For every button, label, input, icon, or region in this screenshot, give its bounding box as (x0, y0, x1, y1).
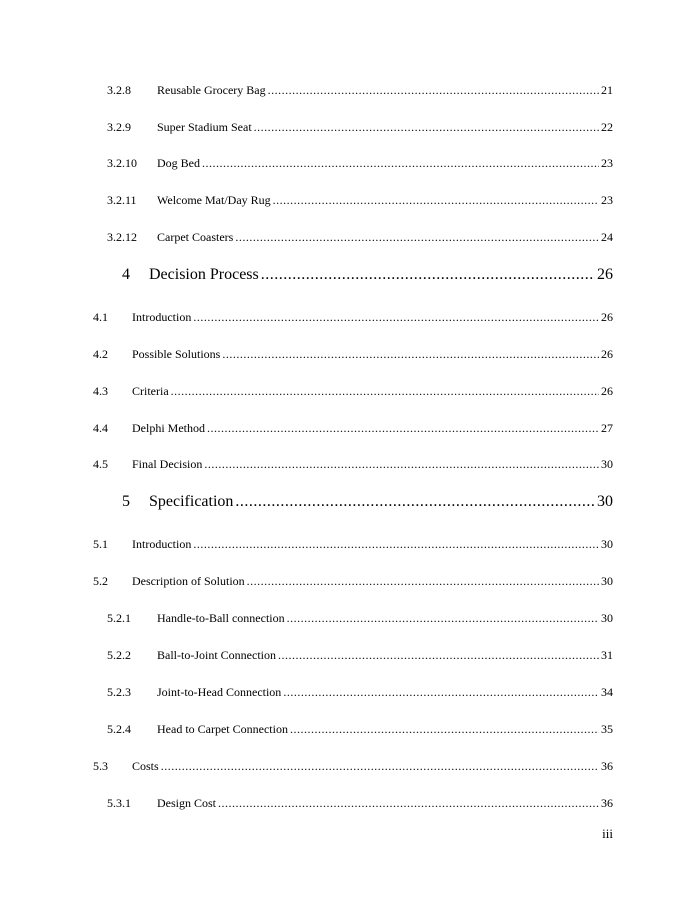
toc-entry-number: 4.1 (93, 310, 108, 324)
toc-entry-title: Super Stadium Seat (157, 120, 252, 134)
toc-entry-3-2-12[interactable] (107, 230, 613, 245)
toc-entry-number: 5.1 (93, 537, 108, 551)
toc-entry-number: 5.2 (93, 574, 108, 588)
toc-entry-page: 36 (601, 796, 613, 810)
toc-entry-number: 4.2 (93, 347, 108, 361)
toc-entry-page: 27 (601, 421, 613, 435)
toc-entry-title: Introduction (132, 310, 192, 324)
toc-entry-5-1[interactable] (93, 537, 613, 552)
toc-entry-title: Welcome Mat/Day Rug (157, 193, 271, 207)
toc-entry-5-3-1[interactable] (107, 796, 613, 811)
toc-entry-4-1[interactable] (93, 310, 613, 325)
toc-entry-page: 30 (601, 537, 613, 551)
toc-entry-number: 5.2.1 (107, 611, 131, 625)
toc-entry-title: Final Decision (132, 457, 203, 471)
toc-entry-number: 4.3 (93, 384, 108, 398)
toc-entry-title: Design Cost (157, 796, 217, 810)
toc-entry-title: Handle-to-Ball connection (157, 611, 285, 625)
toc-entry-number: 3.2.10 (107, 156, 137, 170)
toc-entry-5-2-1[interactable] (107, 611, 613, 626)
toc-entry-3-2-11[interactable] (107, 193, 613, 208)
toc-leader-dots (204, 457, 599, 472)
toc-entry-page: 30 (597, 493, 613, 510)
toc-chapter-4[interactable] (122, 266, 613, 284)
toc-entry-number: 3.2.8 (107, 83, 131, 97)
toc-entry-number: 5.3.1 (107, 796, 131, 810)
toc-entry-page: 30 (601, 457, 613, 471)
toc-entry-page: 21 (601, 83, 613, 97)
toc-entry-number: 3.2.9 (107, 120, 131, 134)
toc-entry-number: 3.2.12 (107, 230, 137, 244)
toc-entry-3-2-10[interactable] (107, 156, 613, 171)
toc-entry-page: 26 (601, 347, 613, 361)
toc-leader-dots (207, 421, 599, 436)
toc-leader-dots (193, 537, 599, 552)
toc-entry-number: 4.4 (93, 421, 108, 435)
toc-entry-title: Reusable Grocery Bag (157, 83, 266, 97)
toc-entry-5-2-2[interactable] (107, 648, 613, 663)
toc-entry-number: 5.2.3 (107, 685, 131, 699)
toc-entry-4-5[interactable] (93, 457, 613, 472)
toc-entry-3-2-9[interactable] (107, 120, 613, 135)
toc-entry-title: Possible Solutions (132, 347, 221, 361)
toc-entry-3-2-8[interactable] (107, 83, 613, 98)
toc-leader-dots (235, 493, 595, 511)
page-number: iii (602, 826, 613, 841)
toc-entry-title: Carpet Coasters (157, 230, 234, 244)
toc-entry-page: 31 (601, 648, 613, 662)
toc-leader-dots (247, 574, 599, 589)
toc-entry-5-3[interactable] (93, 759, 613, 774)
toc-leader-dots (222, 347, 599, 362)
toc-entry-4-2[interactable] (93, 347, 613, 362)
toc-entry-title: Introduction (132, 537, 192, 551)
toc-entry-page: 30 (601, 611, 613, 625)
toc-leader-dots (268, 83, 599, 98)
toc-entry-number: 3.2.11 (107, 193, 137, 207)
toc-leader-dots (254, 120, 599, 135)
toc-entry-page: 24 (601, 230, 613, 244)
toc-entry-number: 5.3 (93, 759, 108, 773)
toc-leader-dots (235, 230, 599, 245)
toc-leader-dots (202, 156, 599, 171)
toc-entry-title: Delphi Method (132, 421, 205, 435)
toc-entry-title: Head to Carpet Connection (157, 722, 288, 736)
toc-entry-number: 4 (122, 266, 130, 283)
toc-entry-title: Ball-to-Joint Connection (157, 648, 276, 662)
toc-leader-dots (193, 310, 599, 325)
toc-entry-number: 4.5 (93, 457, 108, 471)
toc-entry-title: Decision Process (149, 266, 259, 283)
toc-entry-5-2-4[interactable] (107, 722, 613, 737)
toc-entry-5-2[interactable] (93, 574, 613, 589)
toc-chapter-5[interactable] (122, 493, 613, 511)
toc-entry-title: Dog Bed (157, 156, 200, 170)
toc-entry-title: Description of Solution (132, 574, 245, 588)
toc-entry-page: 23 (601, 193, 613, 207)
toc-entry-page: 36 (601, 759, 613, 773)
toc-entry-number: 5 (122, 493, 130, 510)
toc-entry-page: 30 (601, 574, 613, 588)
toc-entry-title: Specification (149, 493, 234, 510)
toc-entry-4-3[interactable] (93, 384, 613, 399)
toc-entry-title: Joint-to-Head Connection (157, 685, 282, 699)
toc-entry-page: 26 (597, 266, 613, 283)
toc-entry-page: 26 (601, 310, 613, 324)
toc-leader-dots (290, 722, 599, 737)
toc-leader-dots (278, 648, 599, 663)
toc-leader-dots (161, 759, 599, 774)
toc-entry-page: 34 (601, 685, 613, 699)
toc-leader-dots (218, 796, 599, 811)
toc-entry-page: 23 (601, 156, 613, 170)
toc-leader-dots (261, 266, 595, 284)
toc-entry-page: 26 (601, 384, 613, 398)
toc-leader-dots (273, 193, 599, 208)
toc-entry-4-4[interactable] (93, 421, 613, 436)
toc-entry-5-2-3[interactable] (107, 685, 613, 700)
toc-leader-dots (171, 384, 599, 399)
toc-entry-page: 22 (601, 120, 613, 134)
toc-leader-dots (287, 611, 599, 626)
toc-leader-dots (283, 685, 599, 700)
toc-entry-title: Criteria (132, 384, 169, 398)
toc-entry-page: 35 (601, 722, 613, 736)
toc-entry-number: 5.2.2 (107, 648, 131, 662)
toc-entry-number: 5.2.4 (107, 722, 131, 736)
toc-entry-title: Costs (132, 759, 159, 773)
